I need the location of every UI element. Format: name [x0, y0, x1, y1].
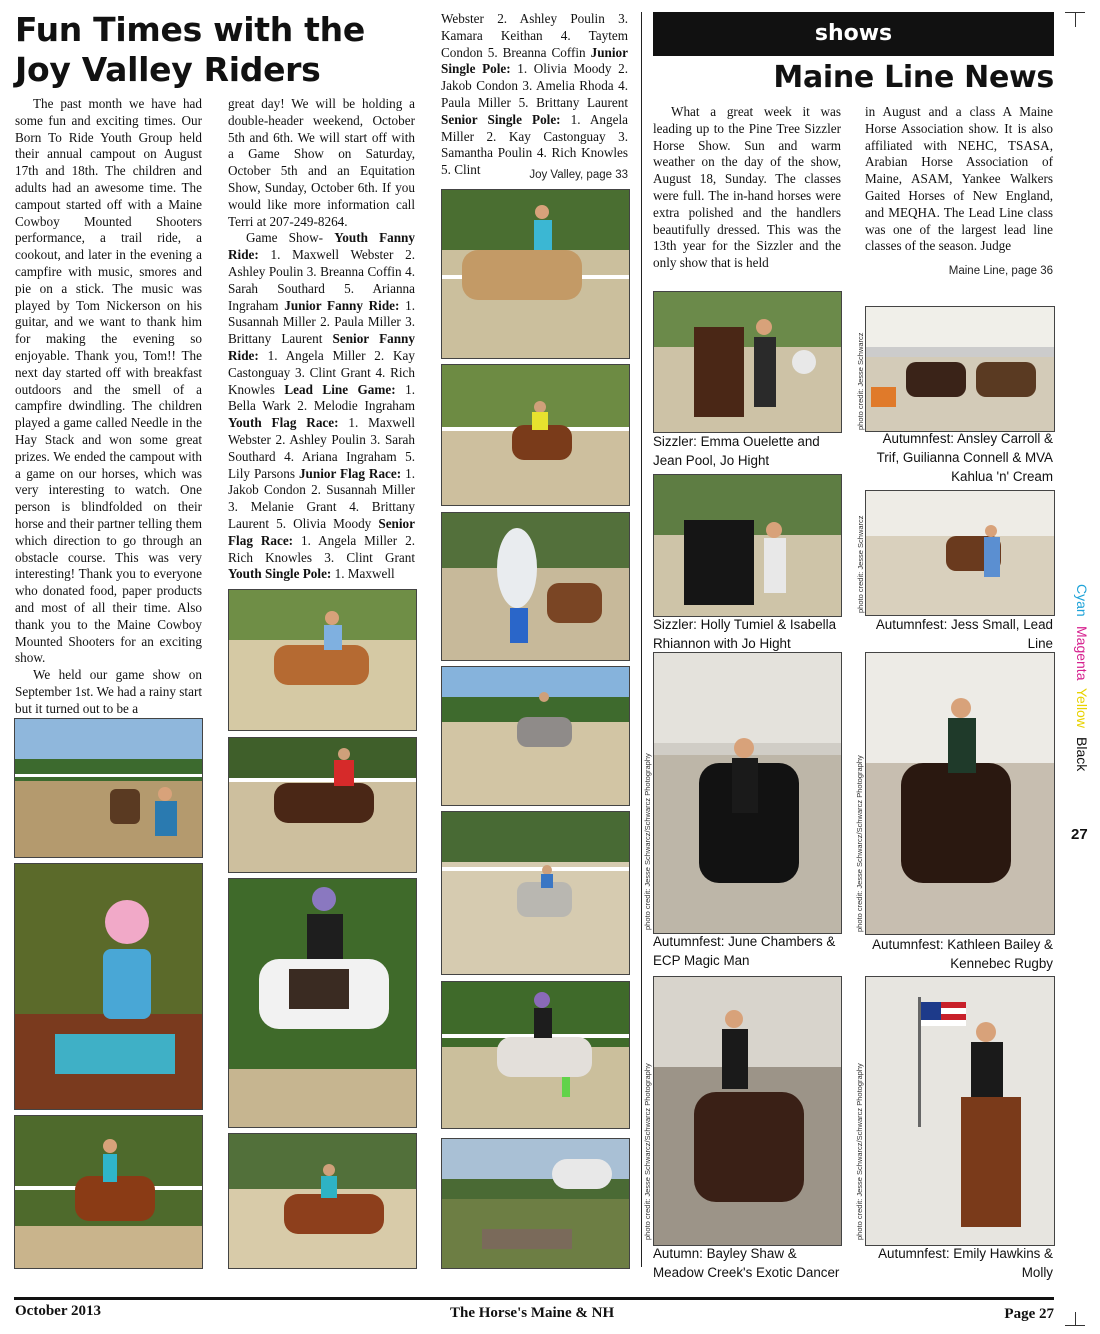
photo-credit: photo credit: Jesse Schwarcz/Schwarcz Photography	[855, 1063, 864, 1240]
result-placings: 1. Maxwell	[331, 566, 395, 582]
photo-credit: photo credit: Jesse Schwarcz	[856, 515, 865, 613]
photo-rider-red-shirt	[228, 737, 417, 873]
photo-girl-pink-helmet	[14, 863, 203, 1110]
margin-page-number: 27	[1071, 826, 1088, 843]
left-article-title: Fun Times with the Joy Valley Riders	[15, 10, 365, 89]
photo-credit: photo credit: Jesse Schwarcz/Schwarcz Photography	[643, 753, 652, 930]
photo-autumnfest-emily	[865, 976, 1055, 1246]
result-placings: 1. Maxwell Webster 2. Ashley Poulin 3. Breanna Coffin 4. Sarah Southard 5. Arianna Ingraham	[228, 247, 415, 313]
photo-autumnfest-jess	[865, 490, 1055, 616]
footer-rule	[14, 1297, 1054, 1300]
crop-mark	[1075, 1312, 1076, 1326]
result-class-label: Junior Flag Race:	[298, 465, 402, 481]
photo-mounted-shooter-smoke	[441, 512, 630, 661]
footer-page: Page 27	[1004, 1306, 1054, 1322]
result-placings: 1. Bella Wark 2. Melodie Ingraham	[228, 381, 416, 414]
result-class-label: Senior Fanny Ride:	[228, 331, 415, 363]
result-placings: 1. Jakob Condon 2. Susannah Miller 3. Melanie Grant 4. Brittany Laurent 5. Olivia Moody	[228, 465, 416, 531]
color-bar-magenta: Magenta	[1074, 626, 1090, 681]
caption-autumnfest-kathleen: Autumnfest: Kathleen Bailey & Kennebec Rugby	[872, 937, 1053, 971]
result-placings: 1. Angela Miller 2. Rich Knowles 3. Clint Grant	[228, 532, 415, 565]
photo-sizzler-holly	[653, 474, 842, 617]
photo-appaloosa-purple-boots	[441, 981, 630, 1129]
footer-date: October 2013	[15, 1303, 101, 1319]
joy-valley-jump: Joy Valley, page 33	[529, 169, 628, 181]
result-class-label: Junior Single Pole:	[441, 44, 628, 77]
result-placings: Webster 2. Ashley Poulin 3. Kamara Keithan 4. Taytem Condon 5. Breanna Coffin	[441, 11, 628, 60]
photo-credit: photo credit: Jesse Schwarcz/Schwarcz Photography	[643, 1063, 652, 1240]
photo-child-pony-lead	[14, 718, 203, 858]
left-article-col1	[15, 96, 202, 717]
maine-line-paragraph-1: What a great week it was leading up to the Pine Tree Sizzler Horse Show. Sun and warm weather on the day of the show, August 18, Sunday. The classes were full. The in-hand horses were extra polished and the handlers beautifully dressed. This was the 13th year for the Sizzler and the only show that is held	[653, 104, 841, 271]
result-placings: 1. Angela Miller 2. Kay Castonguay 3. Clint Grant 4. Rich Knowles	[228, 347, 415, 397]
right-article-title: Maine Line News	[773, 60, 1054, 95]
color-bar-cyan: Cyan	[1074, 584, 1090, 617]
photo-autumnfest-kathleen	[865, 652, 1055, 935]
left-article-paragraph-1: The past month we have had some fun and exciting times. Our Born To Ride Youth Group held their annual campout on August 17th and 18th. The children and adults had an awesome time. The campout started off with a Maine Cowboy Mounted Shooters performance, a trail ride, a cookout, and later in the evening a campfire with music, smores and pie on a stick. The music was played by Tom Nickerson on his guitar, and we want to thank him for making the evening so enjoyable. Thank you, Tom!! The next day started off with breakfast outdoors and the smell of a campfire dwindling. The children played a game called Needle in the Hay Stack and won some great prizes. We ended the campout with a game on our horses, which was very interesting to watch. One person is blindfolded on their horse and their partner telling them which direction to go through an obstacle course. This was very interesting! Thank you to everyone who donated food, paper products and most of all their time. Also thank you to the Maine Cowboy Mounted Shooters for an exciting show.	[15, 96, 202, 666]
section-label: shows	[814, 21, 893, 46]
result-class-label: Senior Flag Race:	[228, 515, 415, 548]
left-article-col2	[228, 96, 415, 583]
photo-rider-blue-shirt	[228, 589, 417, 731]
caption-autumnfest-emily: Autumnfest: Emily Hawkins & Molly	[878, 1246, 1053, 1280]
caption-autumnfest-ansley: Autumnfest: Ansley Carroll & Trif, Guilianna Connell & MVA Kahlua 'n' Cream	[876, 431, 1053, 484]
result-class-label: Lead Line Game:	[284, 381, 396, 397]
color-bar-black: Black	[1074, 737, 1090, 772]
right-article-col2	[865, 104, 1053, 255]
result-placings: 1. Olivia Moody 2. Jakob Condon 3. Amelia Rhoda 4. Paula Miller 5. Brittany Laurent	[441, 61, 628, 110]
column-rule	[641, 12, 642, 1267]
left-article-col2-intro: great day! We will be holding a double-header weekend, October 5th and 6th. We will start off with a Game Show on Saturday, October 5th and an Equitation Show, Sunday, October 6th. If you would like more information call Terri at 207-249-8264.	[228, 96, 415, 229]
left-article-paragraph-2: We held our game show on September 1st. We had a rainy start but it turned out to be a	[15, 667, 202, 716]
photo-appaloosa-rider	[441, 666, 630, 806]
result-placings: Game Show-	[246, 230, 335, 246]
photo-credit: photo credit: Jesse Schwarcz/Schwarcz Photography	[855, 755, 864, 932]
left-article-col3	[441, 11, 628, 179]
photo-horse-galloping-teal	[228, 1133, 417, 1269]
result-placings: 1. Susannah Miller 2. Paula Miller 3. Brittany Laurent	[228, 297, 415, 347]
photo-grey-horse-arena	[441, 811, 630, 975]
photo-campout-group	[441, 1138, 630, 1269]
crop-mark	[1075, 12, 1076, 27]
photo-rider-dun-horse	[441, 189, 630, 359]
maine-line-paragraph-2: in August and a class A Maine Horse Association show. It is also affiliated with NEHC, TSASA, Arabian Horse Association of Maine, ASAM, Yankee Walkers Gaited Horses of New England, and MEQHA. The Lead Line class was one of the largest lead line classes of the season. Judge	[865, 104, 1053, 254]
caption-autumnfest-june: Autumnfest: June Chambers & ECP Magic Man	[653, 934, 836, 968]
photo-autumn-bayley	[653, 976, 842, 1246]
right-article-col1	[653, 104, 841, 272]
color-bar-yellow: Yellow	[1074, 688, 1090, 728]
photo-paint-horse-vest	[228, 878, 417, 1128]
result-class-label: Youth Fanny Ride:	[228, 230, 415, 263]
result-class-label: Youth Single Pole:	[228, 566, 332, 582]
game-show-results-continued	[441, 11, 628, 179]
photo-barrel-yellow-shirt	[441, 364, 630, 506]
photo-autumnfest-ansley	[865, 306, 1055, 432]
result-class-label: Youth Flag Race:	[228, 415, 339, 431]
photo-credit: photo credit: Jesse Schwarcz	[856, 332, 865, 430]
game-show-results	[228, 230, 415, 583]
section-banner	[653, 12, 1054, 56]
result-placings: 1. Angela Miller 2. Kay Castonguay 3. Samantha Poulin 4. Rich Knowles 5. Clint	[441, 111, 628, 178]
photo-autumnfest-june	[653, 652, 842, 934]
maine-line-jump: Maine Line, page 36	[948, 265, 1053, 277]
footer-publication: The Horse's Maine & NH	[450, 1305, 615, 1321]
caption-sizzler-emma: Sizzler: Emma Ouelette and Jean Pool, Jo Hight	[653, 434, 820, 468]
caption-autumnfest-jess: Autumnfest: Jess Small, Lead Line	[875, 617, 1053, 651]
caption-sizzler-holly: Sizzler: Holly Tumiel & Isabella Rhiannon with Jo Hight	[653, 617, 837, 651]
photo-sizzler-emma	[653, 291, 842, 433]
result-placings: 1. Maxwell Webster 2. Ashley Poulin 3. Sarah Southard 4. Ariana Ingraham 5. Lily Parsons	[228, 415, 415, 481]
column-rule	[215, 96, 216, 1296]
result-class-label: Senior Single Pole:	[441, 111, 561, 127]
result-class-label: Junior Fanny Ride:	[284, 297, 400, 313]
photo-girl-barrel-racing	[14, 1115, 203, 1269]
caption-autumn-bayley: Autumn: Bayley Shaw & Meadow Creek's Exotic Dancer	[653, 1246, 840, 1280]
